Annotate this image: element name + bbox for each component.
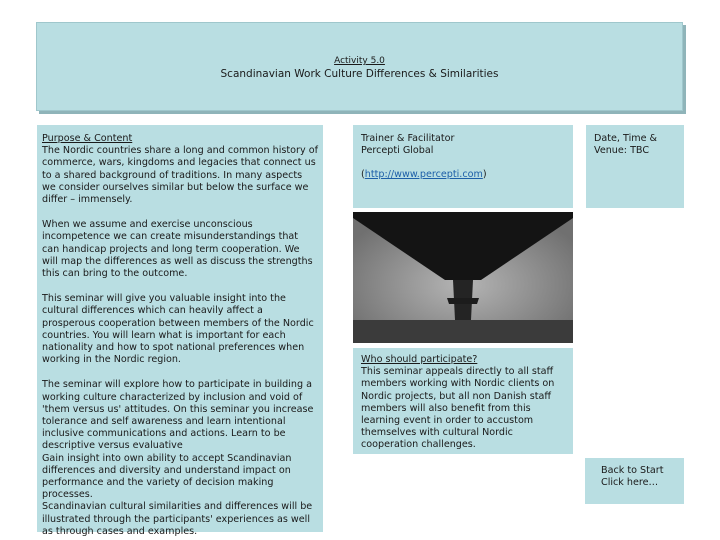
header-banner — [36, 22, 683, 111]
activity-label: Activity 5.0 — [334, 56, 385, 66]
trainer-label: Trainer & Facilitator — [361, 133, 455, 144]
purpose-heading: Purpose & Content — [42, 133, 133, 144]
link-open-paren: ( — [361, 169, 365, 181]
purpose-paragraph-2: When we assume and exercise unconscious incompetence we can create misunderstandings that can handicap projects and long term cooperation. We will map the differences as well as discuss the strengths this can bring to the outcome. — [42, 219, 313, 280]
purpose-paragraph-5: Gain insight into own ability to accept Scandinavian differences and diversity and understand impact on performance and the variety of decision making processes. — [42, 452, 292, 501]
page-title: Scandinavian Work Culture Differences & Similarities — [220, 68, 499, 80]
back-to-start-label: Back to Start — [601, 465, 664, 476]
purpose-paragraph-3: This seminar will give you valuable insight into the cultural differences which can heavily affect a prosperous cooperation between members of the Nordic countries. You will learn what is important for each nationality and how to spot national preferences when working in the Nordic region. — [42, 293, 314, 366]
bridge-photo — [353, 212, 573, 343]
bridge-illustration — [353, 212, 573, 343]
click-here-label: Click here… — [601, 477, 659, 489]
date-venue-text: Date, Time & Venue: TBC — [594, 133, 658, 157]
link-close-paren: ) — [482, 169, 487, 181]
trainer-panel — [353, 125, 573, 208]
purpose-paragraph-6: Scandinavian cultural similarities and differences will be illustrated through the participants' experiences as well as through cases and examples. — [42, 501, 313, 537]
purpose-paragraph-1: The Nordic countries share a long and common history of commerce, wars, kingdoms and legacies that connect us to a shared background of traditions. In many aspects we consider ourselves similar but below the surface we differ – immensely. — [42, 145, 318, 206]
back-to-start-button[interactable] — [585, 458, 684, 504]
participants-heading: Who should participate? — [361, 354, 478, 365]
purpose-paragraph-4: The seminar will explore how to participate in building a working culture characterized by inclusion and void of 'them versus us' attitudes. On this seminar you increase tolerance and self awareness and learn intentional inclusive communications and actions. Learn to be descriptive versus evaluative — [42, 379, 314, 452]
date-venue-panel — [586, 125, 684, 208]
percepti-link[interactable]: http://www.percepti.com — [364, 169, 483, 181]
purpose-content-panel — [37, 125, 323, 537]
participants-text: This seminar appeals directly to all staff members working with Nordic clients on Nordic projects, but all non Danish staff members will also benefit from this learning event in order to accustom themselves with cultural Nordic cooperation challenges. — [361, 366, 555, 451]
participants-panel — [353, 348, 573, 454]
trainer-company: Percepti Global — [361, 145, 434, 157]
